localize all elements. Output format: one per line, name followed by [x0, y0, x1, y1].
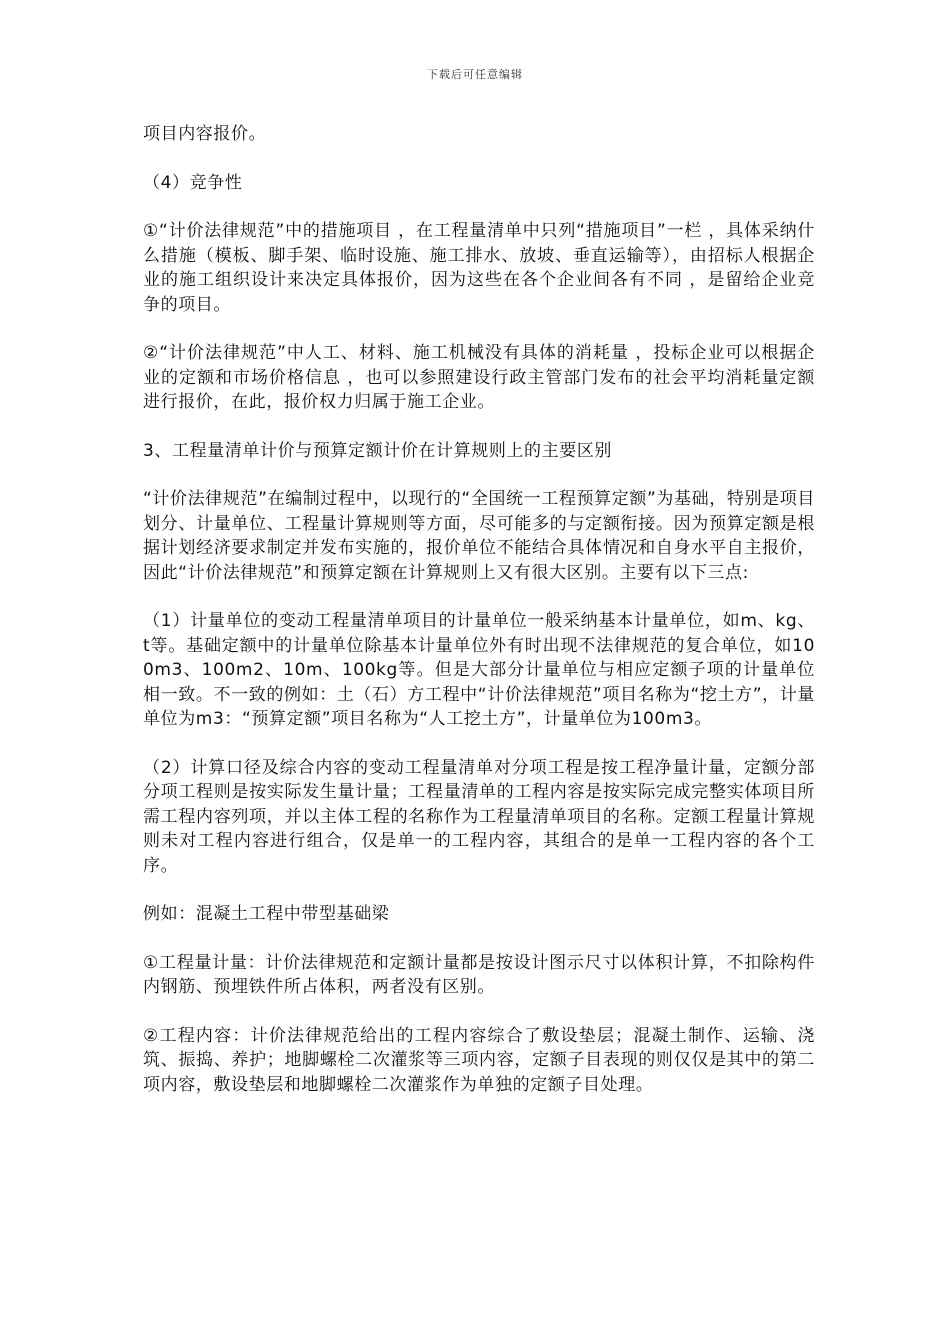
paragraph-competitiveness-heading: （4）竞争性 [143, 172, 243, 193]
paragraph-compilation: “计价法律规范”在编制过程中，以现行的“全国统一工程预算定额”为基础，特别是项目划分、计量单位、工程量计算规则等方面，尽可能多的与定额衔接。因为预算定额是根据计划经济要求制定并发布实施的，报价单位不能结合具体情况和自身水平自主报价，因此“计价法律规范”和预算定额在计算规则上又有很大区别。主要有以下三点: [143, 489, 815, 583]
section-heading-differences: 3、工程量清单计价与预算定额计价在计算规则上的主要区别 [143, 440, 613, 461]
paragraph-scope-change: （2）计算口径及综合内容的变动工程量清单对分项工程是按工程净量计量，定额分部分项工程则是按实际发生量计量；工程量清单的工程内容是按实际完成完整实体项目所需工程内容列项，并以主体工程的名称作为工程量清单项目的名称。定额工程量计算规则未对工程内容进行组合，仅是单一的工程内容，其组合的是单一工程内容的各个工序。 [143, 757, 815, 876]
document-body [143, 122, 815, 1121]
paragraph-unit-change: （1）计量单位的变动工程量清单项目的计量单位一般采纳基本计量单位，如m、kg、t等。基础定额中的计量单位除基本计量单位外有时出现不法律规范的复合单位，如100m3、100m2、10m、100kg等。但是大部分计量单位与相应定额子项的计量单位相一致。不一致的例如：土（石）方工程中“计价法律规范”项目名称为“挖土方”，计量单位为m3：“预算定额”项目名称为“人工挖土方”，计量单位为100m3。 [143, 611, 815, 729]
paragraph-work-content: ②工程内容：计价法律规范给出的工程内容综合了敷设垫层；混凝土制作、运输、浇筑、振捣、养护；地脚螺栓二次灌浆等三项内容，定额子目表现的则仅仅是其中的第二项内容，敷设垫层和地脚螺栓二次灌浆作为单独的定额子目处理。 [143, 1025, 815, 1095]
paragraph-measures-item: ①“计价法律规范”中的措施项目 ，在工程量清单中只列“措施项目”一栏 ，具体采纳什么措施（模板、脚手架、临时设施、施工排水、放坡、垂直运输等），由招标人根据企业的施工组织设计来决定具体报价，因为这些在各个企业间各有不同 ，是留给企业竞争的项目。 [143, 221, 815, 315]
paragraph-consumption: ②“计价法律规范”中人工、材料、施工机械没有具体的消耗量 ，投标企业可以根据企业的定额和市场价格信息 ，也可以参照建设行政主管部门发布的社会平均消耗量定额进行报价，在此，报价权力归属于施工企业。 [143, 343, 815, 412]
paragraph-quantity-measure: ①工程量计量：计价法律规范和定额计量都是按设计图示尺寸以体积计算，不扣除构件内钢筋、预埋铁件所占体积，两者没有区别。 [143, 952, 815, 997]
page-header: 下载后可任意编辑 [427, 68, 523, 81]
paragraph-project-pricing-end: 项目内容报价。 [143, 124, 267, 144]
paragraph-example-heading: 例如：混凝土工程中带型基础梁 [143, 904, 390, 924]
